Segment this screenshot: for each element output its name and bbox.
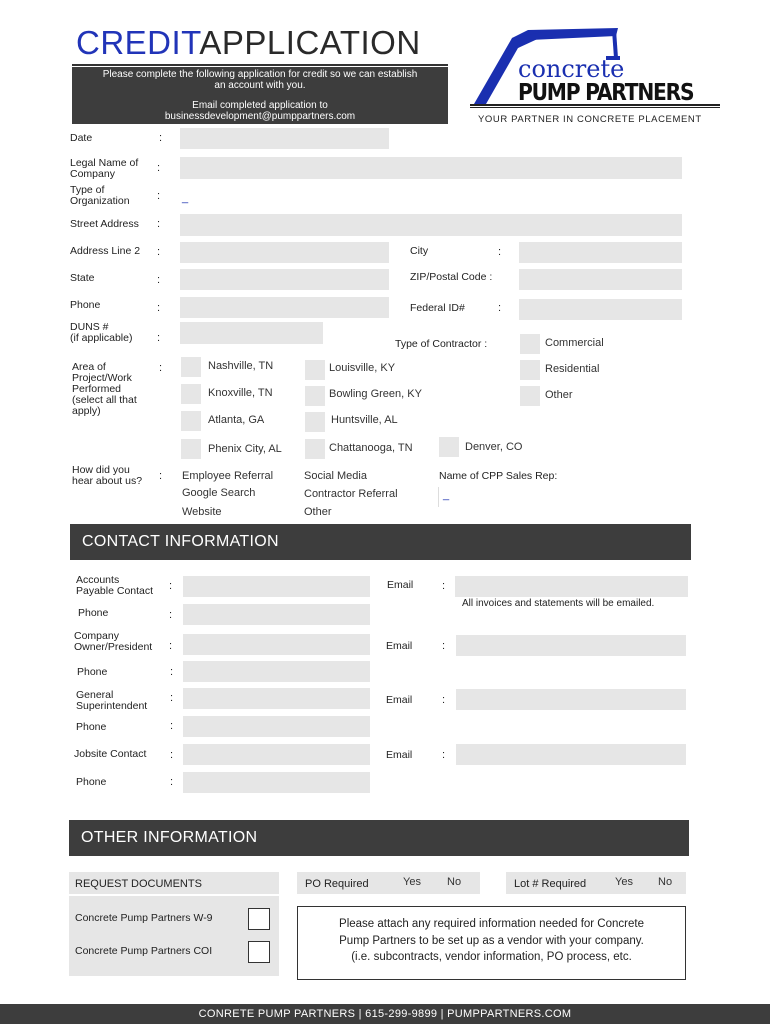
zip-field[interactable] bbox=[519, 269, 682, 290]
area-label-line4: (select all that bbox=[72, 394, 137, 406]
hear-label-line2: hear about us? bbox=[72, 475, 143, 487]
coi-checkbox[interactable] bbox=[248, 941, 270, 963]
ap-label-line1: Accounts bbox=[76, 574, 120, 586]
street-address-label: Street Address bbox=[70, 218, 139, 230]
louisville-option-label: Louisville, KY bbox=[329, 362, 396, 374]
colon: : bbox=[157, 274, 161, 286]
bowling-green-option-label: Bowling Green, KY bbox=[329, 388, 422, 400]
date-label: Date bbox=[70, 132, 93, 144]
duns-label-line2: (if applicable) bbox=[70, 332, 133, 344]
org-type-field[interactable]: _ bbox=[182, 192, 189, 204]
ap-email-field[interactable] bbox=[455, 576, 688, 597]
lot-required-label: Lot # Required bbox=[514, 878, 587, 890]
title-credit: CREDIT bbox=[76, 24, 200, 61]
superintendent-label bbox=[76, 690, 147, 712]
state-label: State bbox=[70, 272, 95, 284]
date-field[interactable] bbox=[180, 128, 389, 149]
legal-name-label bbox=[70, 158, 138, 180]
nashville-option-label: Nashville, TN bbox=[208, 360, 274, 372]
colon: : bbox=[442, 640, 446, 652]
denver-option-label: Denver, CO bbox=[465, 441, 523, 453]
colon: : bbox=[498, 246, 502, 258]
legal-name-field[interactable] bbox=[180, 157, 682, 179]
commercial-checkbox[interactable] bbox=[520, 334, 540, 354]
colon: : bbox=[159, 132, 163, 144]
duns-label-line1: DUNS # bbox=[70, 321, 109, 333]
org-type-label bbox=[70, 185, 130, 207]
footer-text: CONRETE PUMP PARTNERS | 615-299-9899 | PUMPPARTNERS.COM bbox=[198, 1008, 572, 1020]
huntsville-checkbox[interactable] bbox=[305, 412, 325, 432]
sales-rep-value: _ bbox=[443, 489, 450, 501]
colon: : bbox=[157, 162, 161, 174]
hear-label-line1: How did you bbox=[72, 464, 130, 476]
lot-yes-option[interactable]: Yes bbox=[615, 876, 633, 888]
super-phone-field[interactable] bbox=[183, 716, 370, 737]
colon: : bbox=[169, 580, 173, 592]
super-label-line1: General bbox=[76, 689, 114, 701]
jobsite-contact-field[interactable] bbox=[183, 744, 370, 765]
ap-email-label: Email bbox=[387, 579, 414, 591]
chattanooga-option-label: Chattanooga, TN bbox=[329, 442, 413, 454]
area-label-line3: Performed bbox=[72, 383, 122, 395]
logo-tagline: YOUR PARTNER IN CONCRETE PLACEMENT bbox=[478, 114, 702, 125]
po-required-label: PO Required bbox=[305, 878, 369, 890]
sales-rep-label: Name of CPP Sales Rep: bbox=[439, 470, 558, 482]
vendor-note-line2: Pump Partners to be set up as a vendor with your company. bbox=[339, 934, 644, 947]
denver-checkbox[interactable] bbox=[439, 437, 459, 457]
hear-contractor-referral[interactable]: Contractor Referral bbox=[304, 488, 398, 500]
colon: : bbox=[442, 749, 446, 761]
knoxville-option-label: Knoxville, TN bbox=[208, 387, 273, 399]
address-line2-field[interactable] bbox=[180, 242, 389, 263]
jobsite-phone-label: Phone bbox=[76, 776, 107, 788]
w9-checkbox[interactable] bbox=[248, 908, 270, 930]
other-contractor-checkbox[interactable] bbox=[520, 386, 540, 406]
nashville-checkbox[interactable] bbox=[181, 357, 201, 377]
super-email-field[interactable] bbox=[456, 689, 686, 710]
colon: : bbox=[170, 692, 174, 704]
legal-name-label-line2: Company bbox=[70, 168, 115, 180]
colon: : bbox=[169, 640, 173, 652]
jobsite-email-field[interactable] bbox=[456, 744, 686, 765]
contact-section-header bbox=[70, 524, 691, 560]
address-line2-label: Address Line 2 bbox=[70, 245, 141, 257]
intro-line-3: Email completed application to bbox=[192, 100, 328, 111]
phenix-city-checkbox[interactable] bbox=[181, 439, 201, 459]
coi-label: Concrete Pump Partners COI bbox=[75, 945, 213, 957]
org-type-label-line1: Type of bbox=[70, 184, 105, 196]
hear-social-media[interactable]: Social Media bbox=[304, 470, 367, 482]
colon: : bbox=[157, 190, 161, 202]
colon: : bbox=[442, 580, 446, 592]
knoxville-checkbox[interactable] bbox=[181, 384, 201, 404]
ap-contact-field[interactable] bbox=[183, 576, 370, 597]
chattanooga-checkbox[interactable] bbox=[305, 439, 325, 459]
colon: : bbox=[498, 302, 502, 314]
federal-id-label: Federal ID# bbox=[410, 302, 465, 314]
footer-bar bbox=[0, 1004, 770, 1024]
request-documents-label: REQUEST DOCUMENTS bbox=[75, 878, 202, 890]
colon: : bbox=[170, 776, 174, 788]
vendor-note-line1: Please attach any required information needed for Concrete bbox=[339, 918, 644, 930]
owner-label-line1: Company bbox=[74, 630, 119, 642]
title-underline bbox=[72, 64, 448, 66]
legal-name-label-line1: Legal Name of bbox=[70, 157, 139, 169]
other-section-title: OTHER INFORMATION bbox=[81, 829, 258, 846]
area-label-line2: Project/Work bbox=[72, 372, 132, 384]
commercial-option-label: Commercial bbox=[545, 337, 604, 349]
area-label bbox=[72, 362, 137, 417]
contractor-type-label: Type of Contractor : bbox=[395, 338, 488, 350]
colon: : bbox=[157, 246, 161, 258]
colon: : bbox=[157, 218, 161, 230]
ap-phone-field[interactable] bbox=[183, 604, 370, 625]
city-field[interactable] bbox=[519, 242, 682, 263]
street-address-field[interactable] bbox=[180, 214, 682, 236]
logo-word-concrete: concrete bbox=[518, 55, 625, 83]
ap-phone-label: Phone bbox=[78, 607, 109, 619]
colon: : bbox=[170, 749, 174, 761]
jobsite-email-label: Email bbox=[386, 749, 413, 761]
ap-contact-label bbox=[76, 575, 153, 597]
atlanta-option-label: Atlanta, GA bbox=[208, 414, 265, 426]
area-label-line1: Area of bbox=[72, 361, 106, 373]
super-label-line2: Superintendent bbox=[76, 700, 148, 712]
vendor-note-line3: (i.e. subcontracts, vendor information, PO process, etc. bbox=[351, 951, 632, 963]
ap-label-line2: Payable Contact bbox=[76, 585, 154, 597]
intro-box bbox=[72, 67, 448, 124]
intro-line-2: an account with you. bbox=[214, 80, 306, 91]
contact-section-title: CONTACT INFORMATION bbox=[82, 533, 279, 550]
zip-label: ZIP/Postal Code : bbox=[410, 271, 493, 283]
colon: : bbox=[157, 332, 161, 344]
super-phone-label: Phone bbox=[76, 721, 107, 733]
lot-no-option[interactable]: No bbox=[658, 876, 673, 888]
residential-option-label: Residential bbox=[545, 363, 600, 375]
po-yes-option[interactable]: Yes bbox=[403, 876, 421, 888]
hear-website[interactable]: Website bbox=[182, 506, 222, 518]
superintendent-field[interactable] bbox=[183, 688, 370, 709]
colon: : bbox=[170, 666, 174, 678]
request-documents-header bbox=[69, 872, 279, 894]
colon: : bbox=[159, 470, 163, 482]
vendor-note-box bbox=[297, 906, 686, 980]
po-required-row bbox=[297, 872, 480, 894]
residential-checkbox[interactable] bbox=[520, 360, 540, 380]
colon: : bbox=[170, 720, 174, 732]
title-application: APPLICATION bbox=[199, 24, 421, 61]
duns-field[interactable] bbox=[180, 322, 323, 344]
hear-other[interactable]: Other bbox=[304, 506, 332, 518]
hear-google-search[interactable]: Google Search bbox=[182, 487, 256, 499]
lot-required-row bbox=[506, 872, 686, 894]
owner-label bbox=[74, 631, 152, 653]
logo-word-pump-partners: PUMP PARTNERS bbox=[518, 80, 694, 106]
state-field[interactable] bbox=[180, 269, 389, 290]
phenix-city-option-label: Phenix City, AL bbox=[208, 443, 282, 455]
org-type-label-line2: Organization bbox=[70, 195, 130, 207]
colon: : bbox=[159, 362, 163, 374]
jobsite-phone-field[interactable] bbox=[183, 772, 370, 793]
colon: : bbox=[442, 694, 446, 706]
hear-employee-referral[interactable]: Employee Referral bbox=[182, 470, 274, 482]
intro-line-1: Please complete the following application for credit so we can establish bbox=[102, 69, 418, 80]
sales-rep-field[interactable] bbox=[438, 487, 683, 507]
company-logo bbox=[466, 18, 726, 130]
super-email-label: Email bbox=[386, 694, 413, 706]
colon: : bbox=[169, 609, 173, 621]
other-contractor-option-label: Other bbox=[545, 389, 573, 401]
intro-email: businessdevelopment@pumppartners.com bbox=[164, 111, 356, 122]
atlanta-checkbox[interactable] bbox=[181, 411, 201, 431]
owner-email-field[interactable] bbox=[456, 635, 686, 656]
city-label: City bbox=[410, 245, 429, 257]
phone-label: Phone bbox=[70, 299, 101, 311]
owner-label-line2: Owner/President bbox=[74, 641, 153, 653]
federal-id-field[interactable] bbox=[519, 299, 682, 320]
area-label-line5: apply) bbox=[72, 405, 101, 417]
phone-field[interactable] bbox=[180, 297, 389, 318]
jobsite-contact-label: Jobsite Contact bbox=[74, 748, 147, 760]
owner-phone-field[interactable] bbox=[183, 661, 370, 682]
w9-label: Concrete Pump Partners W-9 bbox=[75, 912, 213, 924]
owner-field[interactable] bbox=[183, 634, 370, 655]
bowling-green-checkbox[interactable] bbox=[305, 386, 325, 406]
hear-about-label bbox=[72, 465, 142, 487]
louisville-checkbox[interactable] bbox=[305, 360, 325, 380]
page-title bbox=[76, 24, 421, 62]
huntsville-option-label: Huntsville, AL bbox=[331, 414, 398, 426]
colon: : bbox=[157, 302, 161, 314]
email-note: All invoices and statements will be emailed. bbox=[462, 598, 655, 609]
duns-label bbox=[70, 322, 132, 344]
po-no-option[interactable]: No bbox=[447, 876, 462, 888]
other-section-header bbox=[69, 820, 689, 856]
owner-phone-label: Phone bbox=[77, 666, 108, 678]
owner-email-label: Email bbox=[386, 640, 413, 652]
